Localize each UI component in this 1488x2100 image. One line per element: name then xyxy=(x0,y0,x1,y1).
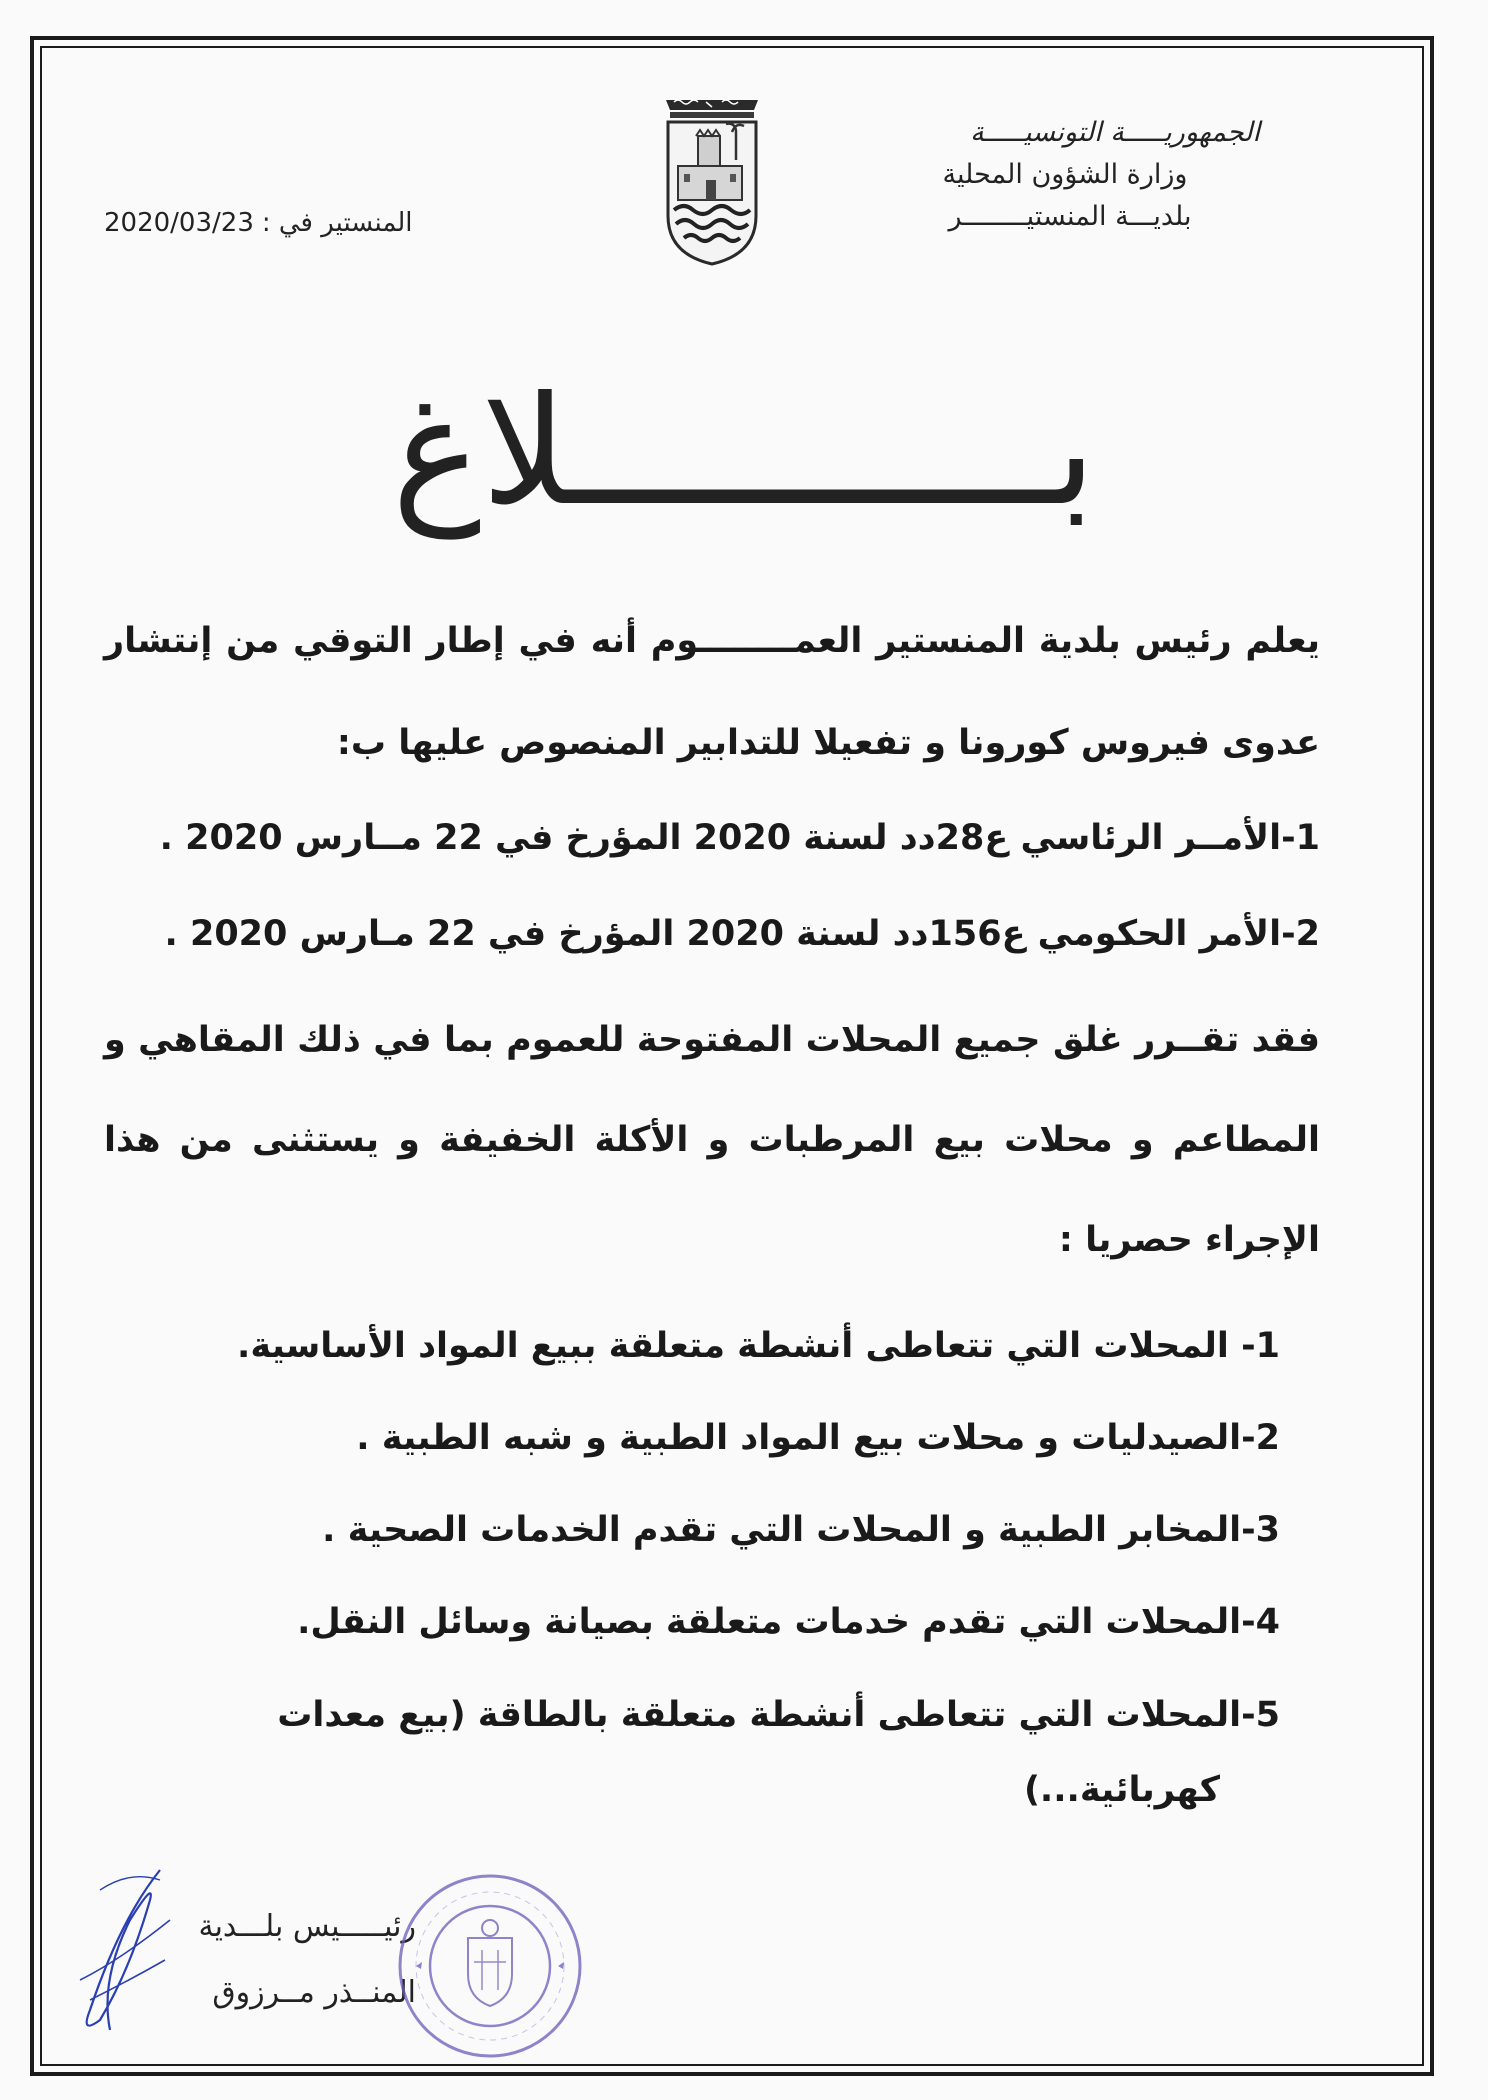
signatory-name: المنــذر مــرزوق xyxy=(212,1975,416,2010)
ministry-name: وزارة الشؤون المحلية xyxy=(942,159,1188,190)
intro-paragraph: يعلم رئيس بلدية المنستير العمــــــــوم أنه في إطار التوقي من إنتشار عدوى فيروس كورونا و تفعيلا للتدابير المنصوص عليها ب: xyxy=(104,621,1320,763)
exception-item: 2-الصيدليات و محلات بيع المواد الطبية و شبه الطبية . xyxy=(356,1418,1280,1458)
exception-item: 5-المحلات التي تتعاطى أنشطة متعلقة بالطاقة (بيع معدات xyxy=(277,1695,1280,1735)
exception-item-continuation: كهربائية...) xyxy=(1023,1770,1220,1810)
date-label: المنستير في : xyxy=(261,208,413,238)
decision-paragraph: فقد تقــرر غلق جميع المحلات المفتوحة للعموم بما في ذلك المقاهي و المطاعم و محلات بيع المرطبات و الأكلة الخفيفة و يستثنى من هذا الإجراء حصريا : xyxy=(104,1020,1320,1260)
exception-item: 1- المحلات التي تتعاطى أنشطة متعلقة ببيع المواد الأساسية. xyxy=(237,1326,1280,1366)
page-title: بـــــــــــلاغ xyxy=(391,365,1097,539)
decrees-list xyxy=(104,790,1320,982)
municipality-emblem-icon xyxy=(662,96,762,266)
signature-block xyxy=(116,1894,416,2026)
date-line xyxy=(104,208,413,238)
exception-item: 4-المحلات التي تقدم خدمات متعلقة بصيانة وسائل النقل. xyxy=(297,1602,1280,1642)
decree-item: 1-الأمــر الرئاسي ع28دد لسنة 2020 المؤرخ في 22 مــارس 2020 . xyxy=(159,818,1320,858)
decree-item: 2-الأمر الحكومي ع156دد لسنة 2020 المؤرخ في 22 مـارس 2020 . xyxy=(164,914,1320,954)
official-stamp-icon xyxy=(390,1866,590,2066)
country-name: الجمهوريـــــة التونسيـــــة xyxy=(970,117,1260,148)
exception-item: 3-المخابر الطبية و المحلات التي تقدم الخدمات الصحية . xyxy=(322,1510,1280,1550)
letterhead xyxy=(900,112,1260,238)
municipality-name: بلديـــة المنستيــــــــر xyxy=(948,201,1192,232)
exceptions-list xyxy=(104,1300,1280,1818)
date-value: 2020/03/23 xyxy=(104,208,254,238)
signatory-title: رئيـــــيس بلـــدية xyxy=(198,1909,416,1944)
